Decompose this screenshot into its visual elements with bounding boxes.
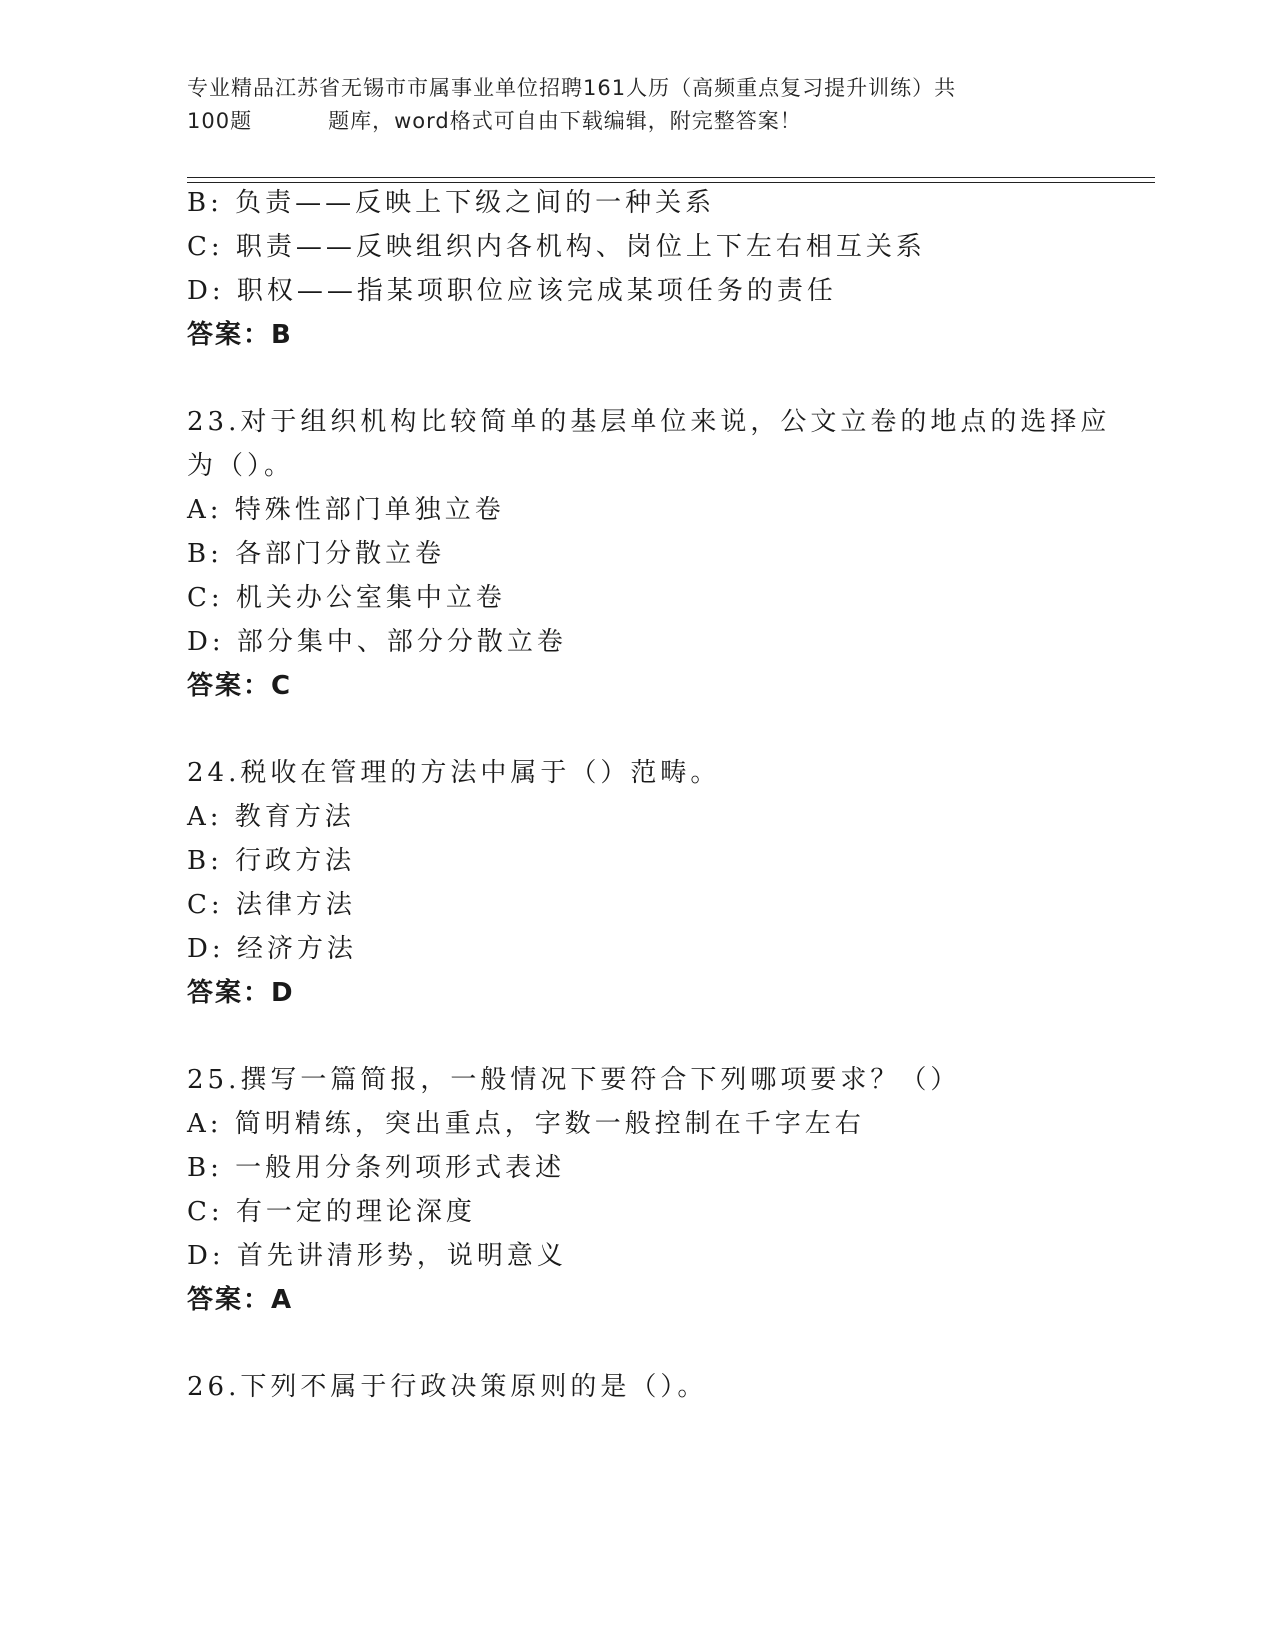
q23-option-d: D: 部分集中、部分分散立卷 xyxy=(187,627,567,657)
q24-answer: 答案：D xyxy=(187,978,295,1008)
header-divider-bottom xyxy=(187,182,1155,183)
q24-option-b: B: 行政方法 xyxy=(187,846,356,876)
q25-option-b: B: 一般用分条列项形式表述 xyxy=(187,1153,566,1183)
q26-stem: 26.下列不属于行政决策原则的是（）。 xyxy=(187,1372,708,1402)
q25-option-c: C: 有一定的理论深度 xyxy=(187,1197,476,1227)
header-title-line1: 专业精品江苏省无锡市市属事业单位招聘161人历（高频重点复习提升训练）共 xyxy=(187,76,957,100)
header-title-line2 xyxy=(187,105,1087,138)
q23-stem-line1: 23.对于组织机构比较简单的基层单位来说，公文立卷的地点的选择应 xyxy=(187,407,1111,437)
prev-option-d: D: 职权——指某项职位应该完成某项任务的责任 xyxy=(187,276,837,306)
q25-option-d: D: 首先讲清形势，说明意义 xyxy=(187,1241,567,1271)
q25-option-a: A: 简明精练，突出重点，字数一般控制在千字左右 xyxy=(187,1109,865,1139)
q24-stem: 24.税收在管理的方法中属于（）范畴。 xyxy=(187,758,721,788)
q23-option-c: C: 机关办公室集中立卷 xyxy=(187,583,506,613)
q24-option-c: C: 法律方法 xyxy=(187,890,356,920)
q25-stem: 25.撰写一篇简报，一般情况下要符合下列哪项要求？（） xyxy=(187,1065,961,1095)
q23-option-a: A: 特殊性部门单独立卷 xyxy=(187,495,505,525)
prev-option-b: B: 负责——反映上下级之间的一种关系 xyxy=(187,188,716,218)
header-divider-top xyxy=(187,177,1155,178)
header-count: 100题 xyxy=(187,109,253,133)
prev-option-c: C: 职责——反映组织内各机构、岗位上下左右相互关系 xyxy=(187,232,926,262)
q24-option-d: D: 经济方法 xyxy=(187,934,357,964)
page-header xyxy=(187,72,1087,138)
prev-answer: 答案：B xyxy=(187,320,293,350)
q23-stem-line2: 为（）。 xyxy=(187,451,295,481)
q25-answer: 答案：A xyxy=(187,1285,294,1315)
q24-option-a: A: 教育方法 xyxy=(187,802,355,832)
q23-option-b: B: 各部门分散立卷 xyxy=(187,539,446,569)
q23-answer: 答案：C xyxy=(187,671,293,701)
header-description: 题库，word格式可自由下载编辑，附完整答案！ xyxy=(328,109,802,133)
